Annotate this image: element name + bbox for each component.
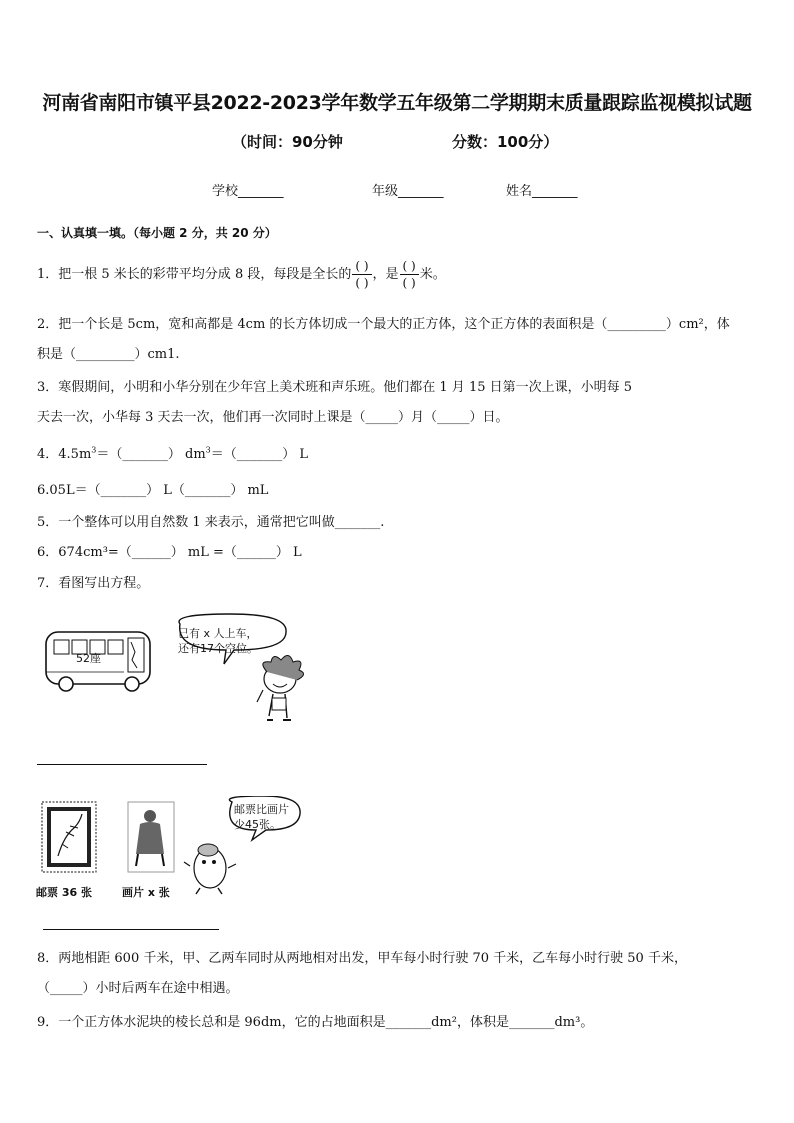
question-4-line-2: 6.05L＝（_______） L（_______） mL bbox=[37, 483, 269, 498]
exam-score: 分数：100分） bbox=[452, 133, 559, 151]
question-2-line-1: 2．把一个长是 5cm，宽和高都是 4cm 的长方体切成一个最大的正方体，这个正方体的表面积是（_________）cm²，体 bbox=[37, 317, 730, 332]
picture-card-illustration bbox=[128, 802, 174, 872]
question-6: 6．674cm³=（______） mL =（______） L bbox=[37, 545, 302, 560]
stamp-illustration bbox=[42, 802, 96, 872]
question-8-line-1: 8．两地相距 600 千米，甲、乙两车同时从两地相对出发，甲车每小时行驶 70 千米，乙车每小时行驶 50 千米， bbox=[37, 951, 687, 966]
question-1 bbox=[37, 258, 446, 291]
name-field: 姓名_______ bbox=[506, 184, 578, 199]
bubble-2-text: 邮票比画片 少45张。 bbox=[234, 803, 289, 831]
question-5: 5．一个整体可以用自然数 1 来表示，通常把它叫做_______. bbox=[37, 515, 385, 530]
page-title: 河南省南阳市镇平县2022-2023学年数学五年级第二学期期末质量跟踪监视模拟试题 bbox=[42, 92, 752, 114]
question-4-line-1: 4．$4.5m^3=(\_\_\_\_\_\_\_)$ $dm^3=(\_\_\_\_\_\_\_)$ L bbox=[37, 445, 309, 462]
q1-text-c: 米。 bbox=[419, 267, 446, 282]
bubble-1-text: 已有 x 人上车， 还有17个空位。 bbox=[178, 627, 258, 655]
question-8-line-2: （_____）小时后两车在途中相遇。 bbox=[37, 981, 239, 996]
q1-fraction-2: $\frac{( )}{( )}$ bbox=[400, 258, 419, 291]
q1-text-a: 1．把一根 5 米长的彩带平均分成 8 段，每段是全长的 bbox=[37, 267, 352, 282]
picture-caption: 画片 x 张 bbox=[122, 886, 170, 899]
bus-label: 52座 bbox=[76, 652, 101, 665]
section-title: 一、认真填一填。（每小题 2 分，共 20 分） bbox=[37, 226, 277, 240]
question-7: 7．看图写出方程。 bbox=[37, 576, 150, 591]
bus-figure bbox=[40, 612, 330, 727]
answer-line-2 bbox=[43, 929, 219, 930]
character-2-illustration bbox=[184, 844, 236, 894]
question-2-line-2: 积是（_________）cm1. bbox=[37, 347, 180, 362]
character-illustration bbox=[257, 655, 304, 720]
stamp-figure bbox=[36, 796, 326, 901]
grade-field: 年级_______ bbox=[372, 184, 444, 199]
school-field: 学校_______ bbox=[212, 184, 284, 199]
stamp-caption: 邮票 36 张 bbox=[36, 886, 92, 899]
exam-time: （时间：90分钟 bbox=[232, 133, 343, 151]
answer-line-1 bbox=[37, 764, 207, 765]
q1-text-b: ，是 bbox=[372, 267, 399, 282]
q1-fraction-1: $\frac{( )}{( )}$ bbox=[352, 258, 371, 291]
question-9: 9．一个正方体水泥块的棱长总和是 96dm，它的占地面积是_______dm²，体积是_______dm³。 bbox=[37, 1015, 594, 1030]
question-3-line-2: 天去一次，小华每 3 天去一次，他们再一次同时上课是（_____）月（_____）日。 bbox=[37, 410, 509, 425]
question-3-line-1: 3．寒假期间，小明和小华分别在少年宫上美术班和声乐班。他们都在 1 月 15 日第一次上课，小明每 5 bbox=[37, 380, 633, 395]
